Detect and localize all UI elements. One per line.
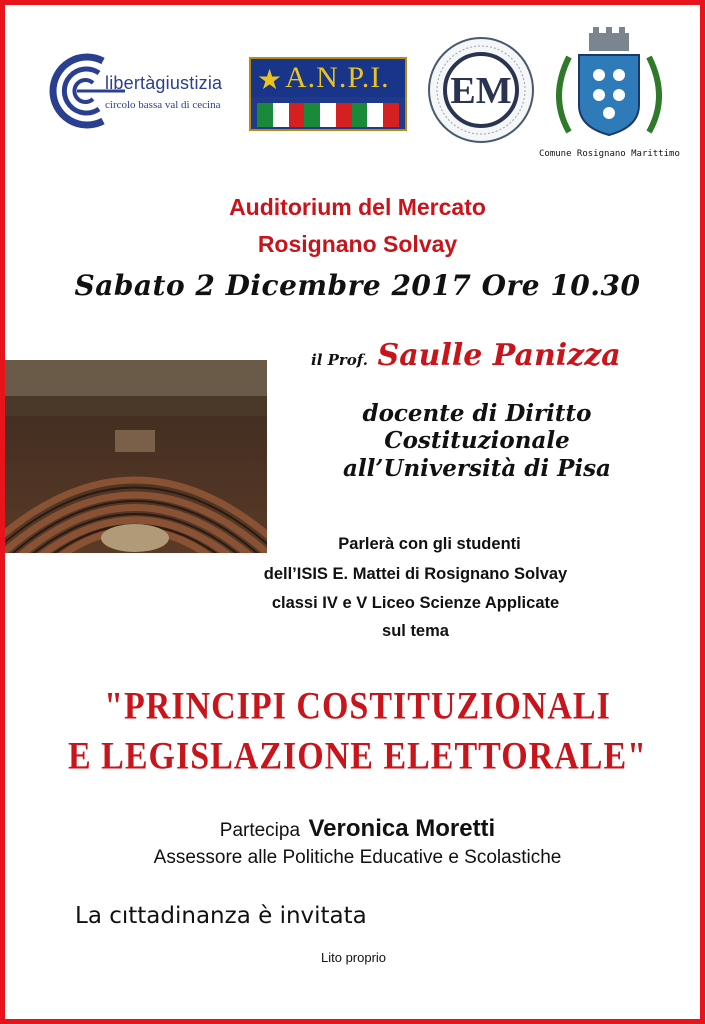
event-date: Sabato 2 Dicembre 2017 Ore 10.30 <box>74 269 641 302</box>
speaker-prefix: il Prof. <box>311 351 368 369</box>
svg-text:EM: EM <box>450 70 512 112</box>
printer-credit: Lito proprio <box>321 950 387 965</box>
comune-caption: Comune Rosignano Marittimo <box>539 149 680 159</box>
theme-line-2: E LEGISLAZIONE ELETTORALE" <box>68 735 647 778</box>
anpi-text: A.N.P.I. <box>285 61 390 94</box>
star-icon: ★ <box>257 64 283 95</box>
libertagiustizia-logo <box>29 47 237 135</box>
speaker-role-2: all’Università di Pisa <box>343 455 611 482</box>
venue-line-2: Rosignano Solvay <box>257 231 458 257</box>
libertagiustizia-name: libertàgiustizia <box>105 73 223 93</box>
speaker-role-1: docente di Diritto Costituzionale <box>362 400 592 454</box>
participant-prefix: Partecipa <box>219 820 301 841</box>
participant-name: Veronica Moretti <box>308 815 496 842</box>
venue-line-1: Auditorium del Mercato <box>229 194 486 220</box>
libertagiustizia-subtitle: circolo bassa val di cecina <box>105 99 221 111</box>
theme-line-1: "PRINCIPI COSTITUZIONALI <box>104 685 611 728</box>
comune-coat-of-arms-icon <box>539 27 679 147</box>
participant-line <box>5 815 705 843</box>
talk-line-1: Parlerà con gli studenti <box>338 535 521 553</box>
talk-line-4: sul tema <box>382 622 449 640</box>
italian-flag-icon <box>257 103 399 127</box>
talk-line-3: classi IV e V Liceo Scienze Applicate <box>271 594 560 612</box>
participant-role: Assessore alle Politiche Educative e Scolastiche <box>153 847 562 868</box>
speaker-name: Saulle Panizza <box>377 338 621 373</box>
invitation-text: La cıttadinanza è invitata <box>75 903 367 929</box>
isis-mattei-seal-icon <box>425 25 537 155</box>
comune-logo <box>539 27 679 167</box>
speaker-heading <box>311 338 621 373</box>
parliament-chamber-photo <box>5 360 267 553</box>
talk-line-2: dell’ISIS E. Mattei di Rosignano Solvay <box>263 565 568 583</box>
anpi-logo <box>249 57 407 131</box>
